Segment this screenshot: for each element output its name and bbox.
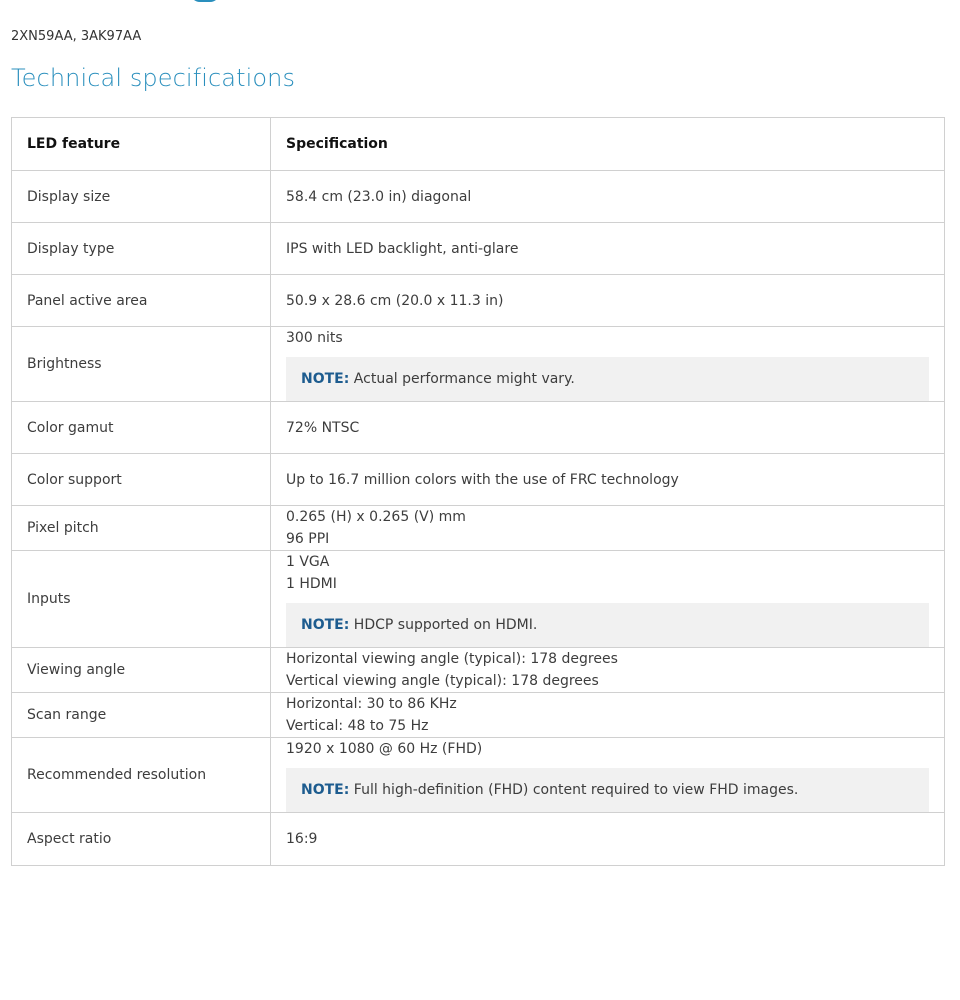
table-row [12, 648, 945, 693]
cropped-heading-fragment [190, 0, 220, 2]
feature-cell: Scan range [12, 693, 271, 738]
table-row [12, 454, 945, 506]
specification-cell [271, 171, 945, 223]
table-row [12, 738, 945, 813]
specification-cell [271, 693, 945, 738]
specification-cell [271, 648, 945, 693]
specification-cell [271, 738, 945, 813]
feature-cell: Viewing angle [12, 648, 271, 693]
table-row [12, 275, 945, 327]
spec-line: IPS with LED backlight, anti-glare [286, 240, 519, 257]
model-codes: 2XN59AA, 3AK97AA [11, 29, 142, 44]
specification-cell [271, 813, 945, 866]
note-text: HDCP supported on HDMI. [353, 617, 538, 633]
feature-cell: Display type [12, 223, 271, 275]
header-feature: LED feature [12, 118, 271, 171]
spec-line: 58.4 cm (23.0 in) diagonal [286, 188, 472, 205]
spec-line: 50.9 x 28.6 cm (20.0 x 11.3 in) [286, 292, 504, 309]
feature-cell: Color gamut [12, 402, 271, 454]
table-row [12, 171, 945, 223]
spec-line: 16:9 [286, 831, 318, 847]
table-row [12, 693, 945, 738]
note-text: Actual performance might vary. [353, 371, 575, 387]
note-box [286, 357, 929, 401]
section-title: Technical specifications [11, 64, 296, 92]
feature-cell: Panel active area [12, 275, 271, 327]
table-row [12, 506, 945, 551]
feature-cell: Aspect ratio [12, 813, 271, 866]
specification-cell [271, 551, 945, 648]
specification-cell [271, 275, 945, 327]
note-label: NOTE: [301, 371, 350, 387]
spec-line: 300 nits [286, 330, 343, 346]
header-specification: Specification [271, 118, 945, 171]
feature-cell: Inputs [12, 551, 271, 648]
spec-line: Vertical: 48 to 75 Hz [286, 718, 429, 734]
feature-cell: Color support [12, 454, 271, 506]
spec-table-body [12, 171, 945, 866]
spec-line: 1 HDMI [286, 576, 337, 592]
spec-line: Up to 16.7 million colors with the use of FRC technology [286, 471, 679, 488]
table-row [12, 813, 945, 866]
table-row [12, 223, 945, 275]
spec-line: 1 VGA [286, 554, 330, 570]
spec-line: 96 PPI [286, 531, 330, 547]
spec-line: Horizontal viewing angle (typical): 178 degrees [286, 651, 618, 667]
specification-cell [271, 506, 945, 551]
table-row [12, 551, 945, 648]
specification-cell [271, 402, 945, 454]
feature-cell: Brightness [12, 327, 271, 402]
note-label: NOTE: [301, 782, 350, 798]
feature-cell: Display size [12, 171, 271, 223]
spec-line: Horizontal: 30 to 86 KHz [286, 696, 457, 712]
spec-line: 0.265 (H) x 0.265 (V) mm [286, 509, 466, 525]
specification-cell [271, 223, 945, 275]
specification-cell [271, 327, 945, 402]
table-header-row [12, 118, 945, 171]
spec-table [11, 117, 945, 866]
feature-cell: Pixel pitch [12, 506, 271, 551]
table-row [12, 402, 945, 454]
note-box [286, 768, 929, 812]
feature-cell: Recommended resolution [12, 738, 271, 813]
spec-line: 1920 x 1080 @ 60 Hz (FHD) [286, 741, 483, 757]
note-box [286, 603, 929, 647]
note-text: Full high-definition (FHD) content required to view FHD images. [353, 782, 799, 798]
specification-cell [271, 454, 945, 506]
note-label: NOTE: [301, 617, 350, 633]
spec-line: Vertical viewing angle (typical): 178 degrees [286, 673, 599, 689]
table-row [12, 327, 945, 402]
spec-line: 72% NTSC [286, 419, 360, 436]
